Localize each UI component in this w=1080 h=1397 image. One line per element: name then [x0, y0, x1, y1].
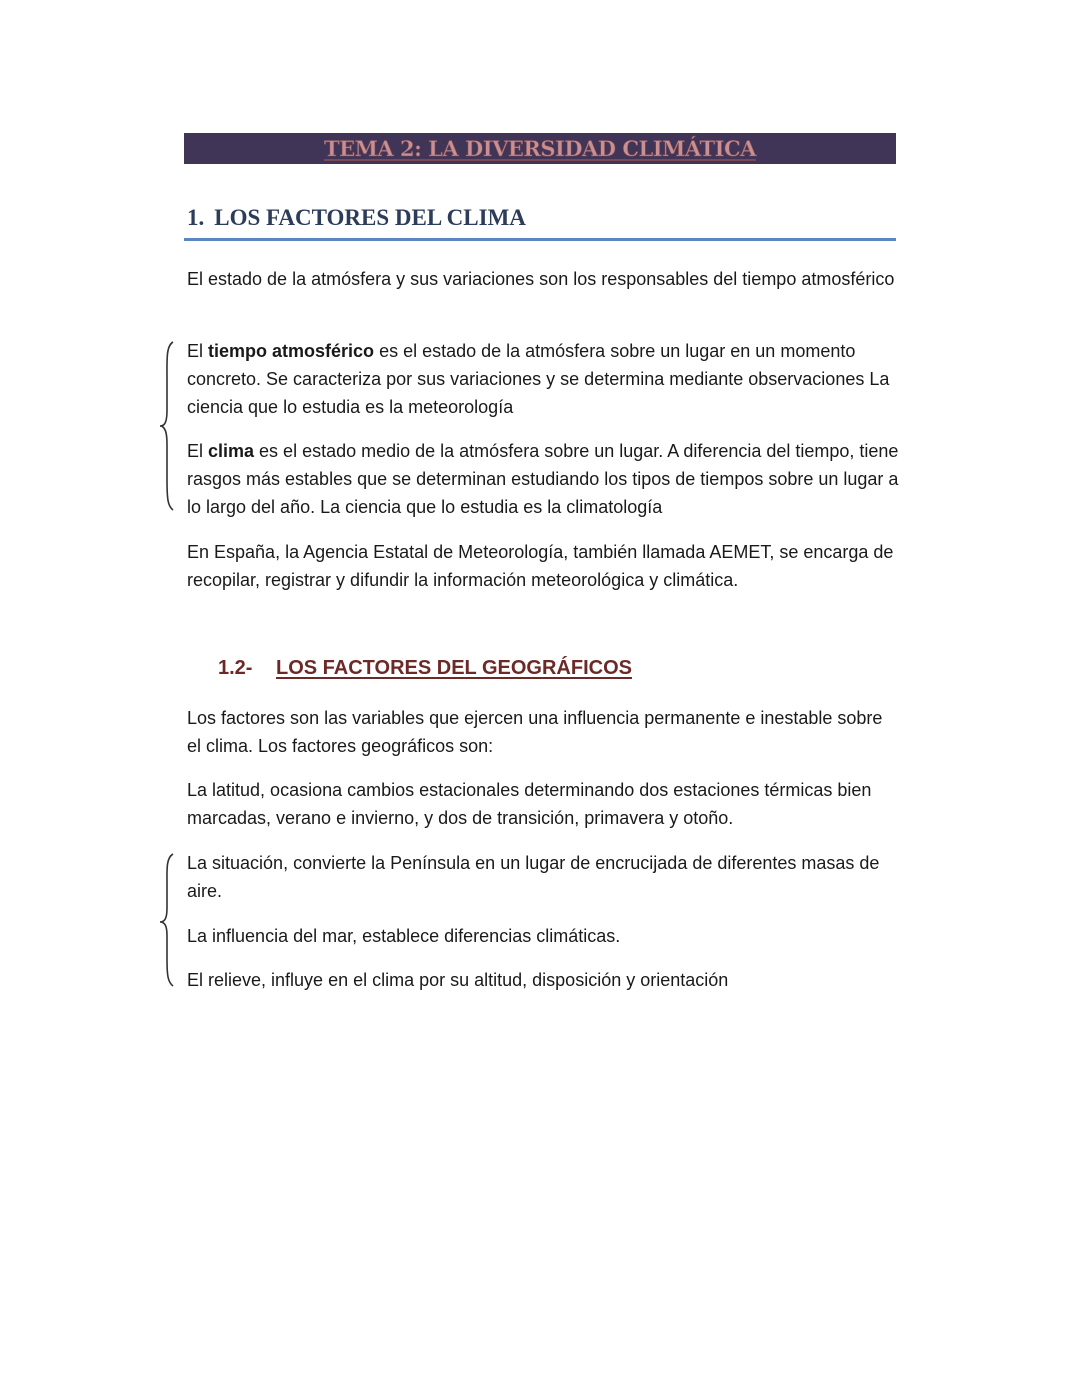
term-clima: clima	[208, 441, 255, 461]
paragraph-relieve: El relieve, influye en el clima por su altitud, disposición y orientación	[187, 970, 729, 990]
term-tiempo-atmosferico: tiempo atmosférico	[208, 341, 375, 361]
section-1-2-heading	[218, 657, 632, 680]
paragraph-intro: El estado de la atmósfera y sus variaciones son los responsables del tiempo atmosférico	[187, 269, 895, 289]
section-1-heading	[187, 205, 526, 231]
section-1-2-title: LOS FACTORES DEL GEOGRÁFICOS	[276, 657, 632, 679]
section-1-title: LOS FACTORES DEL CLIMA	[214, 205, 526, 230]
paragraph-tiempo-atmosferico: El tiempo atmosférico es el estado de la atmósfera sobre un lugar en un momento concreto. Se caracteriza por sus variaciones y se determina mediante observaciones La ciencia que lo estudia es la meteorología	[187, 341, 890, 417]
paragraph-clima: El clima es el estado medio de la atmósfera sobre un lugar. A diferencia del tiempo, tiene rasgos más estables que se determinan estudiando los tipos de tiempos sobre un lugar a lo largo del año. La ciencia que lo estudia es la climatología	[187, 441, 899, 517]
paragraph-latitud: La latitud, ocasiona cambios estacionales determinando dos estaciones térmicas bien marcadas, verano e invierno, y dos de transición, primavera y otoño.	[187, 780, 872, 828]
curly-brace-icon	[156, 852, 180, 988]
heading-underline-rule	[184, 238, 896, 241]
curly-brace-icon	[156, 340, 180, 512]
paragraph-influencia-mar: La influencia del mar, establece diferencias climáticas.	[187, 926, 621, 946]
paragraph-aemet: En España, la Agencia Estatal de Meteorología, también llamada AEMET, se encarga de recopilar, registrar y difundir la información meteorológica y climática.	[187, 542, 894, 590]
document-title: TEMA 2: LA DIVERSIDAD CLIMÁTICA	[324, 136, 756, 161]
title-banner	[184, 133, 896, 164]
paragraph-situacion: La situación, convierte la Península en un lugar de encrucijada de diferentes masas de aire.	[187, 853, 880, 901]
paragraph-factores: Los factores son las variables que ejercen una influencia permanente e inestable sobre el clima. Los factores geográficos son:	[187, 708, 883, 756]
section-1-number: 1.	[187, 205, 205, 230]
section-1-2-number: 1.2-	[218, 657, 253, 679]
